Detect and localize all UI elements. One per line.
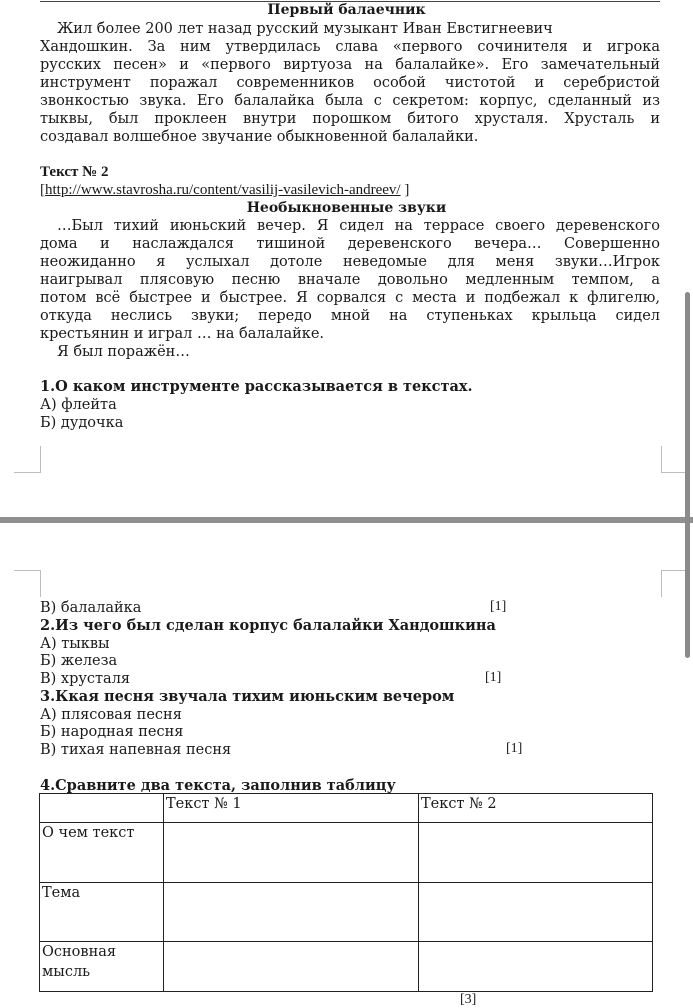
row-label: Основная мысль — [40, 942, 164, 992]
page-corner-mark — [14, 570, 41, 597]
row-label: О чем текст — [40, 823, 164, 883]
question-1: 1.О каком инструменте рассказывается в текстах. — [40, 378, 473, 395]
page-corner-mark — [14, 446, 41, 473]
answer-cell[interactable] — [419, 883, 653, 942]
question-2: 2.Из чего был сделан корпус балалайки Хандошкина — [40, 617, 496, 634]
q3-mark: [1] — [506, 741, 523, 756]
vertical-scrollbar[interactable] — [685, 292, 690, 658]
question-4: 4.Сравните два текста, заполнив таблицу — [40, 777, 396, 794]
text1-line: звонкостью звука. Его балалайка была с секретом: корпус, сделанный из — [40, 93, 660, 109]
source-link[interactable]: http://www.stavrosha.ru/content/vasilij-vasilevich-andreev/ — [45, 182, 401, 198]
text2-line: крестьянин и играл … на балалайке. — [40, 326, 325, 342]
page-corner-mark — [661, 570, 688, 597]
text1-title: Первый балаечник — [267, 2, 426, 18]
question-3: 3.Ккая песня звучала тихим июньским вечером — [40, 688, 455, 705]
text2-line: неожиданно я услыхал дотоле неведомые для меня звуки…Игрок — [40, 254, 660, 270]
table-row — [40, 942, 653, 992]
q2-option-c: В) хрусталя — [40, 671, 131, 687]
text2-source: [http://www.stavrosha.ru/content/vasilij-vasilevich-andreev/ ] — [40, 182, 410, 198]
table-header-cell: Текст № 2 — [419, 794, 653, 823]
q4-mark: [3] — [460, 992, 477, 1007]
text1-line: создавал волшебное звучание обыкновенной балалайки. — [40, 129, 479, 145]
text1-line: Жил более 200 лет назад русский музыкант Иван Евстигнеевич — [57, 21, 553, 37]
page-separator — [0, 517, 693, 523]
q1-option-b: Б) дудочка — [40, 415, 124, 431]
table-row — [40, 883, 653, 942]
table-row — [40, 823, 653, 883]
table-header-cell: Текст № 1 — [164, 794, 419, 823]
row-label: Тема — [40, 883, 164, 942]
text1-line: инструмент поражал современников особой чистотой и серебристой — [40, 75, 660, 91]
text2-title: Необыкновенные звуки — [246, 200, 447, 216]
text1-line: Хандошкин. За ним утвердилась слава «первого сочинителя и игрока — [40, 39, 660, 55]
text2-label: Текст № 2 — [40, 164, 109, 180]
q1-mark: [1] — [490, 599, 507, 614]
comparison-table — [39, 793, 653, 992]
table-header-row — [40, 794, 653, 823]
q3-option-c: В) тихая напевная песня — [40, 742, 232, 758]
text1-line: тыквы, был проклеен внутри порошком битого хрусталя. Хрусталь и — [40, 111, 660, 127]
text2-line: дома и наслаждался тишиной деревенского вечера… Совершенно — [40, 236, 660, 252]
text1-line: русских песен» и «первого виртуоза на балалайке». Его замечательный — [40, 57, 660, 73]
answer-cell[interactable] — [164, 942, 419, 992]
text2-line: Я был поражён… — [57, 344, 190, 360]
text2-line: …Был тихий июньский вечер. Я сидел на террасе своего деревенского — [57, 218, 660, 234]
answer-cell[interactable] — [419, 823, 653, 883]
q2-mark: [1] — [485, 670, 502, 685]
text2-line: наигрывал плясовую песню вначале довольно медленным темпом, а — [40, 272, 660, 288]
q1-option-c: В) балалайка — [40, 600, 142, 616]
q2-option-a: А) тыквы — [40, 636, 110, 652]
q3-option-a: А) плясовая песня — [40, 707, 182, 723]
answer-cell[interactable] — [419, 942, 653, 992]
answer-cell[interactable] — [164, 883, 419, 942]
q2-option-b: Б) железа — [40, 653, 118, 669]
text2-line: потом всё быстрее и быстрее. Я сорвался с места и подбежал к флигелю, — [40, 290, 660, 306]
q3-option-b: Б) народная песня — [40, 724, 184, 740]
text2-line: откуда неслись звуки; передо мной на ступеньках крыльца сидел — [40, 308, 660, 324]
table-header-cell — [40, 794, 164, 823]
page-corner-mark — [661, 446, 688, 473]
q1-option-a: А) флейта — [40, 397, 117, 413]
answer-cell[interactable] — [164, 823, 419, 883]
